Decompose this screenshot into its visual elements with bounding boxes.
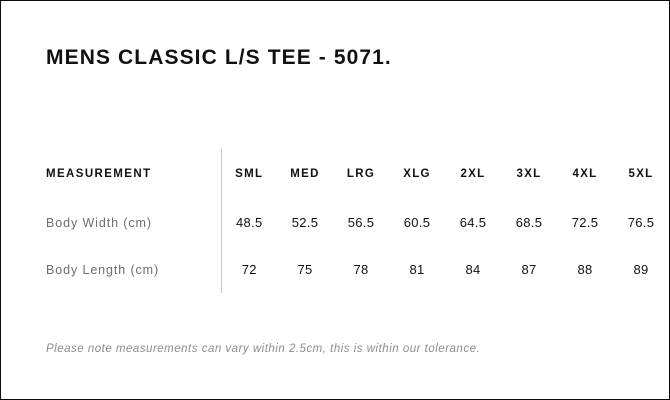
table-cell: 64.5 [459, 215, 487, 230]
table-cell: 56.5 [347, 215, 375, 230]
column-header-size: 2XL [460, 168, 486, 180]
size-table [46, 149, 669, 293]
table-cell: 75 [297, 262, 313, 277]
table-row [46, 246, 669, 293]
table-cell: 60.5 [403, 215, 431, 230]
page-title: MENS CLASSIC L/S TEE - 5071. [46, 46, 392, 69]
table-cell: 72.5 [571, 215, 599, 230]
table-cell: 84 [465, 262, 481, 277]
table-row [46, 199, 669, 246]
content-area [46, 1, 655, 399]
table-cell: 48.5 [235, 215, 263, 230]
size-table-container [46, 149, 655, 293]
column-header-size: MED [290, 168, 320, 180]
table-cell: 72 [241, 262, 257, 277]
tolerance-note: Please note measurements can vary within 2.5cm, this is within our tolerance. [46, 343, 481, 355]
table-cell: 76.5 [627, 215, 655, 230]
column-header-measurement: MEASUREMENT [46, 149, 221, 199]
column-header-size: SML [235, 168, 264, 180]
table-header [46, 149, 669, 199]
column-header-size: XLG [403, 168, 431, 180]
table-cell: 68.5 [515, 215, 543, 230]
table-body [46, 199, 669, 293]
table-cell: 87 [521, 262, 537, 277]
row-label: Body Width (cm) [46, 199, 221, 246]
column-header-size: 4XL [572, 168, 598, 180]
table-cell: 81 [409, 262, 425, 277]
column-header-size: 3XL [516, 168, 542, 180]
column-header-size: 5XL [628, 168, 654, 180]
row-label: Body Length (cm) [46, 246, 221, 293]
table-header-row [46, 149, 669, 199]
table-cell: 88 [577, 262, 593, 277]
table-cell: 89 [633, 262, 649, 277]
column-header-size: LRG [346, 168, 376, 180]
table-cell: 78 [353, 262, 369, 277]
table-cell: 52.5 [291, 215, 319, 230]
